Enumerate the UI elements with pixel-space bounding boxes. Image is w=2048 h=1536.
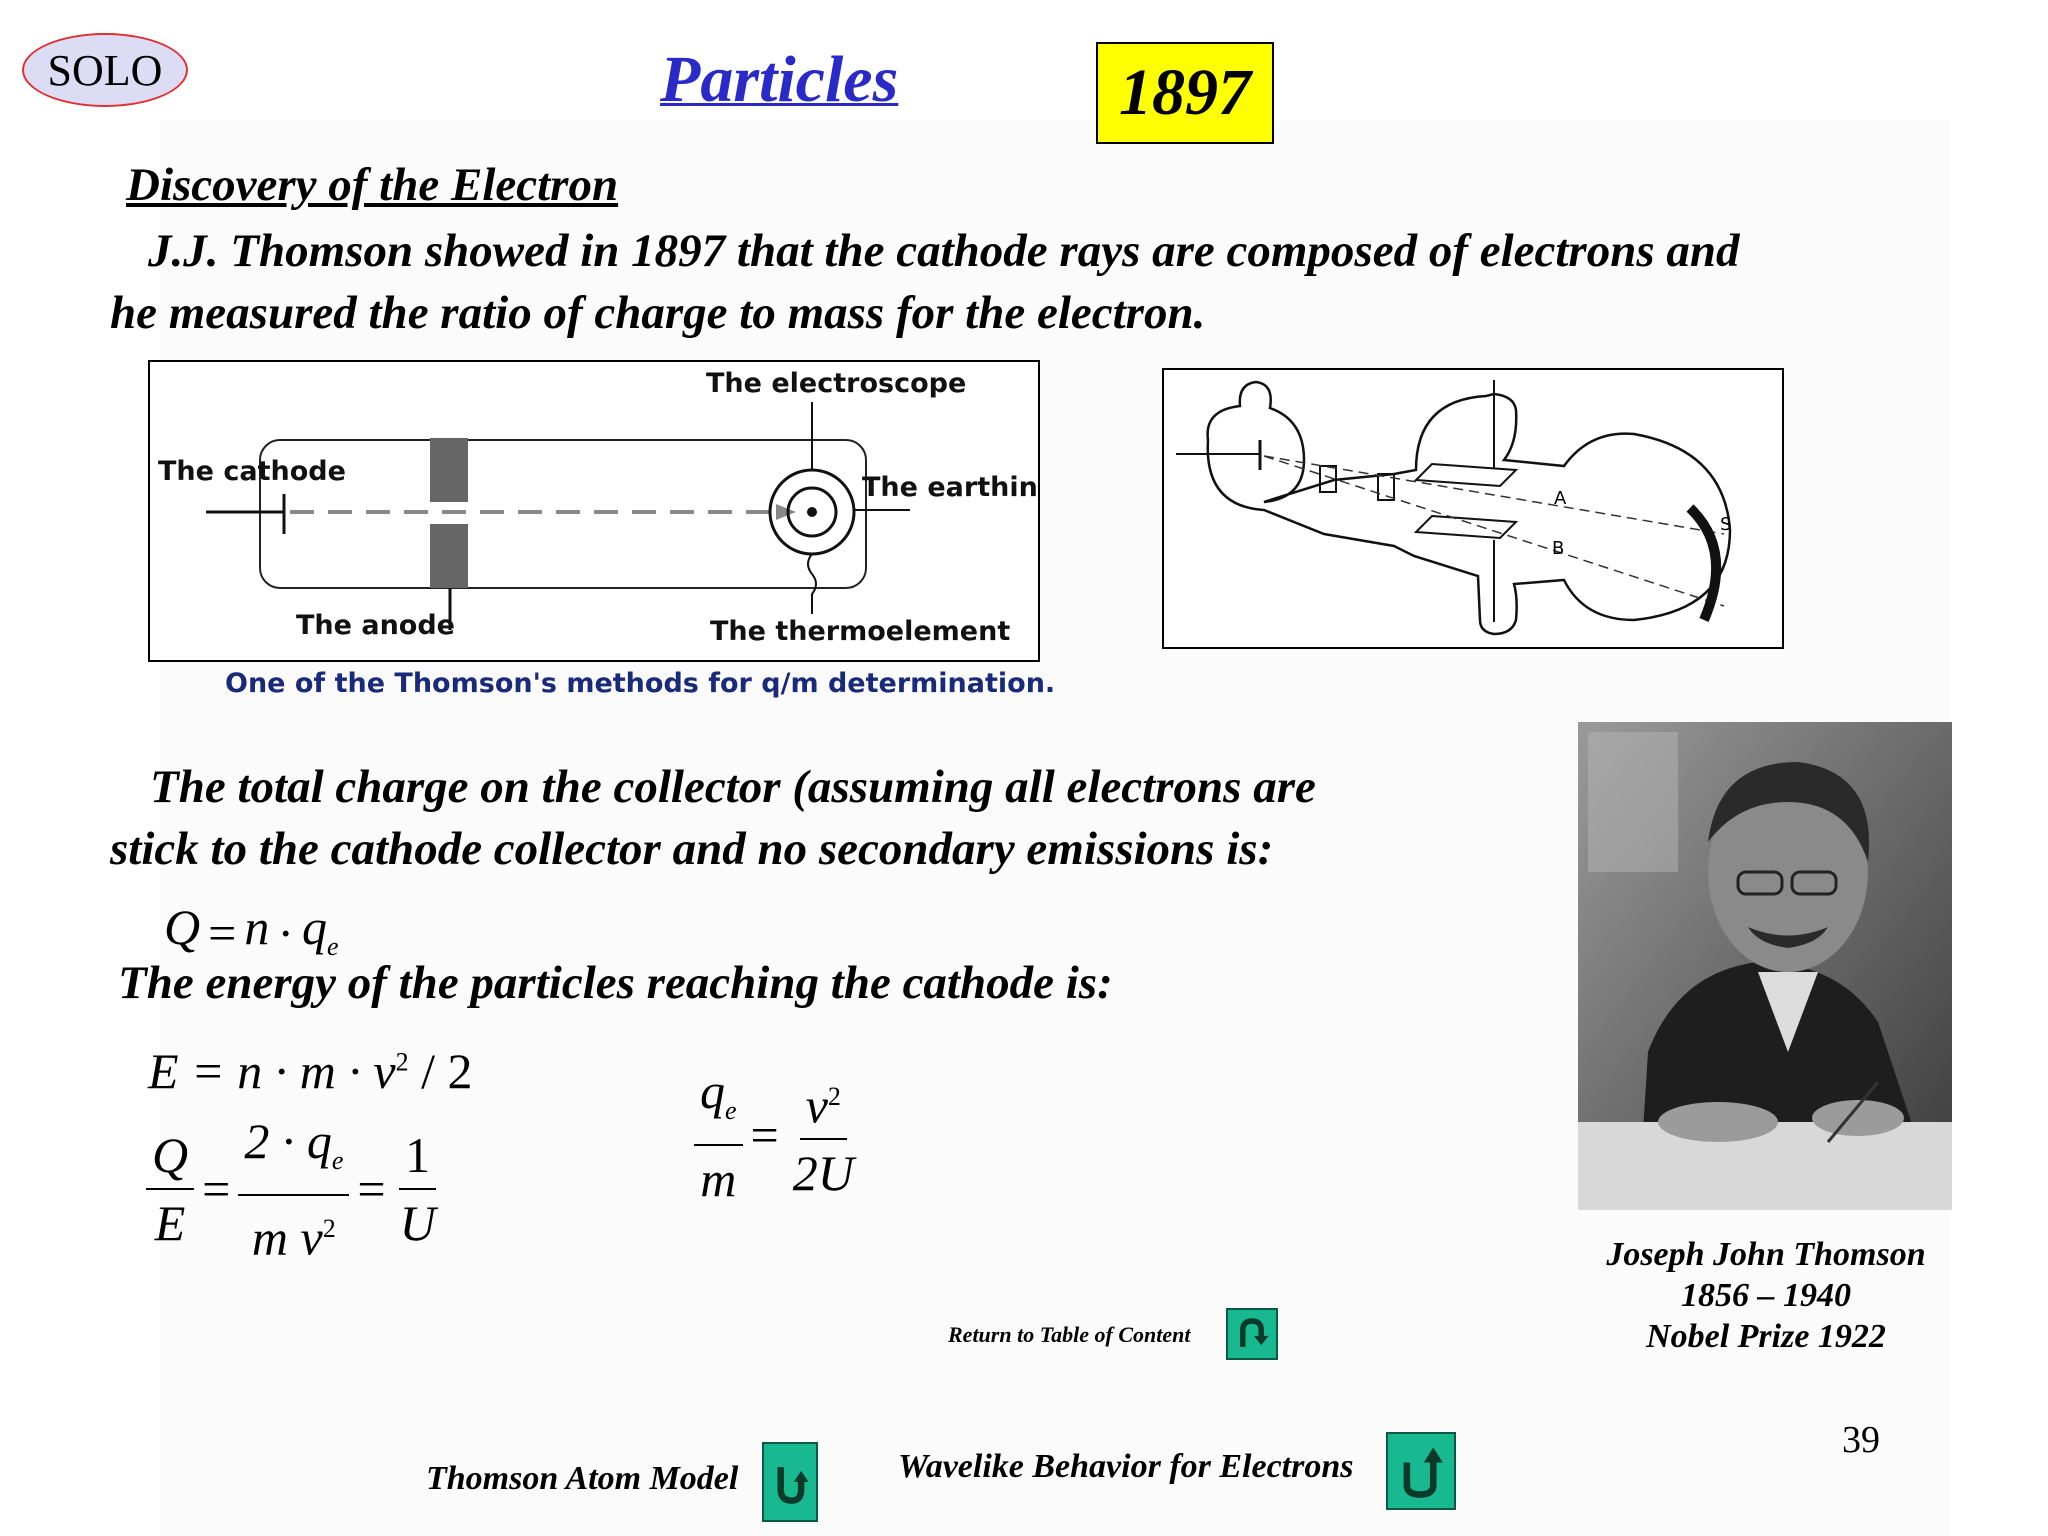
prev-topic-label[interactable]: Thomson Atom Model (426, 1460, 739, 1497)
frac3-num: 1 (399, 1122, 436, 1190)
diagram-caption: One of the Thomson's methods for q/m determination. (225, 668, 1056, 699)
year-badge (1096, 42, 1274, 144)
thomson-portrait (1578, 722, 1952, 1210)
intro-line-2: he measured the ratio of charge to mass for the electron. (110, 287, 1206, 339)
tube-outline (1208, 382, 1730, 634)
person-years: 1856 – 1940 (1681, 1277, 1851, 1314)
collector-center (807, 507, 817, 517)
solo-logo (22, 33, 188, 107)
section-subtitle: Discovery of the Electron (126, 159, 619, 211)
thomson-method-diagram (148, 360, 1040, 662)
equation-charge-mass: $\frac{q_e}{m}$ = $\frac{v^2}{2U}$ (694, 1058, 860, 1212)
frac2-num-sub: e (331, 1146, 344, 1175)
page-number: 39 (1842, 1419, 1880, 1461)
frac-v2-over-2u (787, 1064, 860, 1207)
label-electroscope: The electroscope (706, 368, 967, 399)
person-name: Joseph John Thomson (1606, 1236, 1926, 1273)
frac2-den: m v (251, 1209, 323, 1266)
equation-energy (148, 1042, 473, 1100)
return-to-toc-link[interactable]: Return to Table of Content (948, 1322, 1191, 1347)
portrait-svg (1578, 722, 1952, 1210)
solo-logo-text: SOLO (47, 45, 163, 95)
tube-label-a: A (1554, 488, 1567, 509)
energy-line: The energy of the particles reaching the cathode is: (118, 957, 1113, 1009)
eq2-tail: / 2 (408, 1043, 473, 1099)
next-topic-button[interactable] (1386, 1432, 1456, 1510)
return-to-toc-button[interactable] (1226, 1308, 1278, 1360)
frac2-num: 2 · q (244, 1113, 332, 1169)
frac5-num-sup: 2 (827, 1081, 841, 1111)
frac4-den: m (700, 1151, 737, 1207)
eq2-main: E = n · m · v (148, 1043, 396, 1099)
tube-label-b: B (1552, 538, 1565, 559)
eq1-sub: e (326, 932, 339, 961)
eq1-qe: q (301, 899, 327, 955)
label-thermoelement: The thermoelement (710, 616, 1011, 647)
frac3-den: U (399, 1195, 436, 1252)
thermoelement-lead (808, 554, 816, 614)
charge-line-2: stick to the cathode collector and no secondary emissions is: (110, 823, 1274, 875)
ray-arrow-icon (776, 504, 796, 520)
prev-topic-button[interactable] (762, 1442, 818, 1522)
frac-q-over-e (146, 1122, 194, 1256)
frac1-num: Q (146, 1122, 194, 1190)
eq1-q: Q (164, 899, 201, 955)
frac-1-over-u (394, 1122, 442, 1256)
tube-svg (1164, 370, 1782, 647)
next-topic-label[interactable]: Wavelike Behavior for Electrons (898, 1448, 1354, 1485)
frac-qe-over-m (694, 1058, 743, 1212)
equation-ratio: $\frac{Q}{E}$ = $\frac{2 \cdot q_e}{m v^2}$ = $\frac{1}{U}$ (146, 1108, 442, 1271)
frac5-num: v (805, 1077, 828, 1134)
person-prize: Nobel Prize 1922 (1646, 1318, 1886, 1355)
label-cathode: The cathode (158, 456, 346, 487)
anode-lower (430, 524, 468, 588)
frac1-den: E (154, 1195, 186, 1252)
label-anode: The anode (296, 610, 455, 641)
cathode-ray-tube-diagram (1162, 368, 1784, 649)
frac4-num-sub: e (725, 1096, 737, 1125)
plate-a (1416, 464, 1516, 486)
anode-upper (430, 438, 468, 502)
intro-line-1: J.J. Thomson showed in 1897 that the cathode rays are composed of electrons and (148, 225, 1740, 277)
u-turn-arrow-icon (1228, 1310, 1276, 1358)
frac2-den-sup: 2 (322, 1214, 336, 1243)
tube-label-s: S (1720, 514, 1732, 535)
label-earthing: The earthing (862, 472, 1038, 503)
page-title: Particles (660, 43, 899, 116)
charge-line-1: The total charge on the collector (assuming all electrons are (150, 761, 1316, 813)
thomson-method-svg (150, 362, 1038, 660)
u-turn-up-arrow-icon (1388, 1434, 1454, 1508)
year-text: 1897 (1119, 56, 1251, 129)
u-turn-down-arrow-icon (764, 1444, 816, 1520)
frac5-den: 2U (792, 1145, 854, 1202)
eq1-n: n (244, 899, 270, 955)
plate-b (1416, 516, 1516, 538)
eq2-sup: 2 (395, 1047, 409, 1077)
frac4-num: q (700, 1063, 725, 1119)
portrait-caption (1556, 1234, 1976, 1357)
equation-total-charge: $Q = n \cdot q_e$ (164, 899, 339, 961)
frac-2qe-over-mv2 (238, 1108, 349, 1271)
